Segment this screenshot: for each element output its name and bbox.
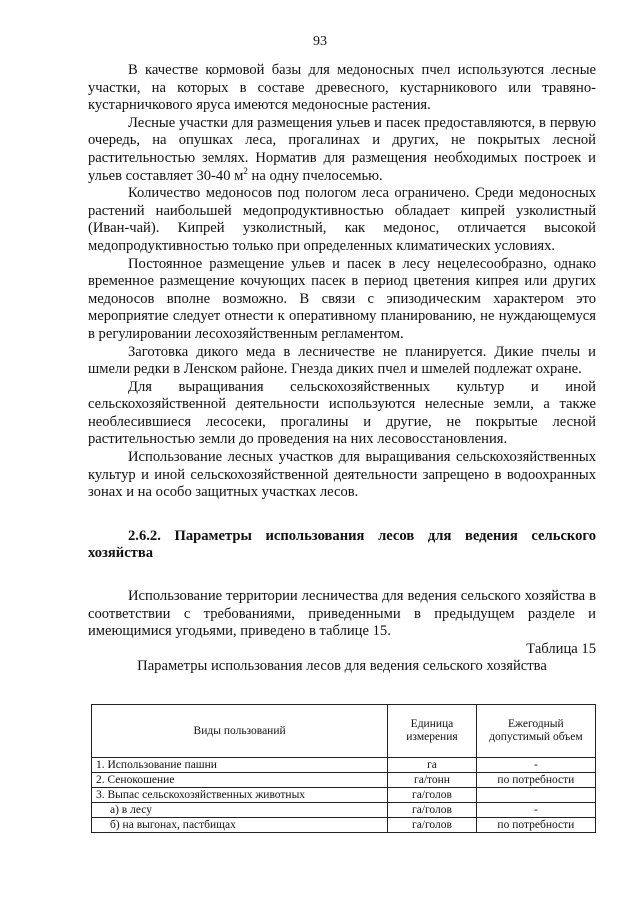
hive-placement-tail: на одну пчелосемью. — [247, 167, 383, 184]
section-heading: 2.6.2. Параметры использования лесов для ведения сельского хозяйства — [88, 527, 596, 562]
cell-usage-type: а) в лесу — [92, 803, 388, 818]
cell-unit: га/тонн — [388, 773, 477, 788]
cell-annual-volume: - — [476, 758, 595, 773]
table-header-row — [92, 705, 596, 758]
paragraph-table-intro: Использование территории лесничества для ведения сельского хозяйства в соответствии с требованиями, приведенными в предыдущем разделе и имеющимися угодьями, приведено в таблице 15. — [88, 588, 596, 640]
cell-unit: га/голов — [388, 818, 477, 833]
header-unit: Единица измерения — [388, 705, 477, 758]
paragraph-restrictions: Использование лесных участков для выращивания сельскохозяйственных культур и иной сельскохозяйственной деятельности запрещено в водоохранных зонах и на особо защитных участках лесов. — [88, 449, 596, 501]
cell-usage-type: б) на выгонах, пастбищах — [92, 818, 388, 833]
cell-unit: га — [388, 758, 477, 773]
paragraph-honey-plants: Количество медоносов под пологом леса ограничено. Среди медоносных растений наибольшей медопродуктивностью обладает кипрей узколистный (Иван-чай). Кипрей узколистный, как медонос, отличается высокой медопродуктивностью только при определенных климатических условиях. — [88, 185, 596, 254]
paragraph-crop-growing: Для выращивания сельскохозяйственных культур и иной сельскохозяйственной деятельности используются нелесные земли, а также необлесившиеся лесосеки, прогалины и другие, не покрытые лесной растительностью земли до проведения на них лесовосстановления. — [88, 378, 596, 448]
usage-parameters-table — [91, 704, 596, 833]
table-row — [92, 788, 596, 803]
cell-usage-type: 3. Выпас сельскохозяйственных животных — [92, 788, 388, 803]
document-body — [88, 62, 596, 676]
cell-unit: га/голов — [388, 803, 477, 818]
cell-annual-volume: по потребности — [476, 818, 595, 833]
cell-usage-type: 1. Использование пашни — [92, 758, 388, 773]
table-row — [92, 818, 596, 833]
page-number: 93 — [313, 34, 327, 49]
cell-usage-type: 2. Сенокошение — [92, 773, 388, 788]
table-row — [92, 758, 596, 773]
paragraph-hive-placement — [88, 115, 596, 185]
table-caption: Параметры использования лесов для ведения сельского хозяйства — [137, 658, 547, 675]
header-annual-volume: Ежегодный допустимый объем — [476, 705, 595, 758]
cell-annual-volume: по потребности — [476, 773, 595, 788]
header-usage-type: Виды пользований — [92, 705, 388, 758]
cell-annual-volume: - — [476, 803, 595, 818]
table-number: Таблица 15 — [526, 640, 596, 657]
paragraph-apiary-planning: Постоянное размещение ульев и пасек в лесу нецелесообразно, однако временное размещение кочующих пасек в период цветения кипрея или других медоносов вполне возможно. В связи с эпизодическим характером это мероприятие следует отнести к оперативному планированию, не нуждающемуся в регулировании лесохозяйственным регламентом. — [88, 255, 596, 342]
paragraph-wild-honey: Заготовка дикого меда в лесничестве не планируется. Дикие пчелы и шмели редки в Ленском районе. Гнезда диких пчел и шмелей подлежат охране. — [88, 343, 596, 378]
cell-unit: га/голов — [388, 788, 477, 803]
table-row — [92, 803, 596, 818]
cell-annual-volume — [476, 788, 595, 803]
square-meter-superscript: 2 — [243, 165, 248, 176]
hive-placement-text: Лесные участки для размещения ульев и пасек предоставляются, в первую очередь, на опушках леса, прогалинах и других, не покрытых лесной растительностью землях. Норматив для размещения необходимых построек и ульев составляет 30-40 м — [88, 114, 596, 184]
table-row — [92, 773, 596, 788]
paragraph-forage-base: В качестве кормовой базы для медоносных пчел используются лесные участки, на которых в составе древесного, кустарникового или травяно-кустарничкового яруса имеются медоносные растения. — [88, 62, 596, 114]
